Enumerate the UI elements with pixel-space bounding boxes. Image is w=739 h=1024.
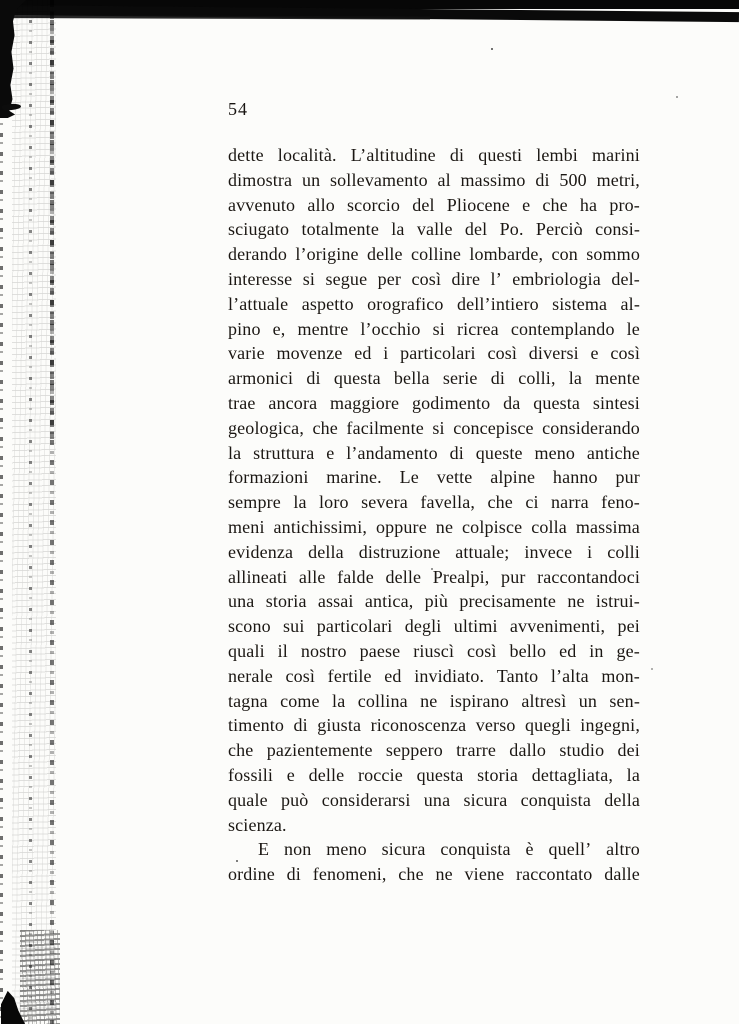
word: nostro <box>300 640 347 661</box>
word: una <box>228 591 255 612</box>
word: la <box>293 492 307 513</box>
word: delle <box>308 764 345 785</box>
word: bella <box>393 368 430 389</box>
text-line <box>228 267 640 292</box>
word: dimostra <box>228 169 293 190</box>
text-line <box>228 217 640 242</box>
paragraph <box>228 837 640 887</box>
word: che <box>398 864 424 885</box>
word: le <box>626 318 640 339</box>
word: considerando <box>542 417 640 438</box>
text-block <box>228 143 640 887</box>
word: di <box>449 145 465 165</box>
word: 500 <box>559 169 587 190</box>
word: assai <box>317 591 354 612</box>
word: massimo <box>460 169 526 190</box>
word: così <box>610 343 640 364</box>
word: che <box>228 740 254 761</box>
word: raccontandoci <box>537 566 640 587</box>
word: ricrea <box>456 318 499 339</box>
word: E <box>258 839 270 860</box>
word: Prealpi, <box>432 566 490 587</box>
word: dell’intiero <box>456 293 539 314</box>
text-line <box>228 713 640 738</box>
word: riuscì <box>413 640 455 661</box>
word: così <box>466 640 497 661</box>
word: che <box>487 492 513 513</box>
word: questi <box>478 145 523 165</box>
word: per <box>377 268 402 289</box>
text-line <box>228 862 640 887</box>
word: sintesi <box>592 392 640 413</box>
word: particolari <box>400 343 476 364</box>
word: un <box>301 169 321 190</box>
word: riconoscenza <box>370 715 467 736</box>
word: colline <box>411 244 462 265</box>
word: contemplando <box>510 318 615 339</box>
word: avvenuto <box>228 194 296 215</box>
word: scono <box>228 616 271 637</box>
text-line <box>228 143 640 168</box>
word: del <box>412 194 435 215</box>
word: la <box>626 764 640 785</box>
text-line <box>228 565 640 590</box>
word: Pliocene <box>446 194 510 215</box>
word: hanno <box>552 467 598 488</box>
word: segue <box>325 268 368 289</box>
text-line <box>228 664 640 689</box>
word: colpisce <box>462 516 523 537</box>
text-line: scienza. <box>228 814 287 835</box>
word: l’andamento <box>346 442 438 463</box>
word: scorcio <box>347 194 401 215</box>
binding-speckle-artifact <box>20 930 60 1024</box>
text-line <box>228 837 640 862</box>
word: dettagliata, <box>531 764 613 785</box>
word: ne <box>435 864 453 885</box>
word: antiche <box>586 442 640 463</box>
word: ci <box>525 492 539 513</box>
word: sicura <box>381 839 426 860</box>
word: colli, <box>518 368 556 389</box>
text-line <box>228 763 640 788</box>
word: evidenza <box>228 541 294 562</box>
word: sollevamento <box>329 169 428 190</box>
word: fenomeni, <box>312 864 387 885</box>
word: quell’ <box>548 839 592 860</box>
word: ne <box>567 591 585 612</box>
word: ne <box>420 690 438 711</box>
word: l’occhio <box>360 318 421 339</box>
word: paese <box>359 640 401 661</box>
word: si <box>432 417 445 438</box>
text-line <box>228 441 640 466</box>
word: dei <box>617 740 640 761</box>
top-scan-line-artifact <box>0 15 430 20</box>
word: istrui- <box>595 591 640 612</box>
word: pino <box>228 318 261 339</box>
word: e <box>286 764 295 785</box>
word: ed <box>559 640 577 661</box>
word: delle <box>385 566 422 587</box>
word: trae <box>228 392 256 413</box>
word: invece <box>524 541 573 562</box>
word: dalle <box>604 864 640 885</box>
word: quegli <box>524 715 571 736</box>
word: di <box>490 368 506 389</box>
word: fossili <box>228 764 274 785</box>
word: lombarde, <box>469 244 544 265</box>
word: pur <box>615 467 640 488</box>
word: ultimi <box>453 616 498 637</box>
word: derando <box>228 244 288 265</box>
text-line <box>228 391 640 416</box>
word: pur <box>501 566 526 587</box>
word: località. <box>277 145 337 165</box>
word: questa <box>533 392 581 413</box>
word: meno <box>326 839 367 860</box>
word: quali <box>228 640 265 661</box>
word: ed <box>354 343 372 364</box>
word: massima <box>575 516 640 537</box>
word: sciugato <box>228 219 290 240</box>
text-line <box>228 788 640 813</box>
word: e <box>522 194 531 215</box>
word: l’attuale <box>228 293 289 314</box>
word: la <box>228 442 242 463</box>
word: ge- <box>616 640 640 661</box>
word: storia <box>265 591 307 612</box>
word: più <box>424 591 449 612</box>
word: delle <box>366 244 403 265</box>
word: può <box>281 789 309 810</box>
word: antichissimi, <box>273 516 367 537</box>
word: maggiore <box>330 392 400 413</box>
word: di <box>293 715 308 736</box>
word: viene <box>464 864 505 885</box>
word: Tanto <box>496 665 539 686</box>
word: e, <box>272 318 286 339</box>
word: la <box>332 690 346 711</box>
word: così <box>487 343 518 364</box>
word: Le <box>399 467 419 488</box>
text-line <box>228 540 640 565</box>
word: timento <box>228 715 285 736</box>
word: con <box>551 244 578 265</box>
word: verso <box>475 715 516 736</box>
word: diversi <box>528 343 579 364</box>
word: al- <box>620 293 640 314</box>
word: mente <box>595 368 640 389</box>
text-line <box>228 639 640 664</box>
binding-stripe-artifact <box>50 0 54 440</box>
word: ordine <box>228 864 275 885</box>
word: serie <box>442 368 478 389</box>
word: sen- <box>609 690 640 711</box>
word: il <box>277 640 288 661</box>
word: raccontato <box>516 864 593 885</box>
page-number: 54 <box>228 99 248 119</box>
word: da <box>503 392 521 413</box>
binding-stripe-artifact <box>29 20 32 1024</box>
text-line <box>228 416 640 441</box>
word: di <box>535 169 550 190</box>
word: in <box>589 640 604 661</box>
word: della <box>308 541 344 562</box>
word: attuale; <box>455 541 510 562</box>
word: questa <box>416 764 464 785</box>
word: è <box>525 839 534 860</box>
word: Po. <box>499 219 524 240</box>
word: al <box>437 169 451 190</box>
word: consi- <box>595 219 640 240</box>
word: un <box>578 690 598 711</box>
word: totalmente <box>301 219 379 240</box>
word: l’origine <box>295 244 359 265</box>
word: si <box>302 268 316 289</box>
word: ha <box>579 194 598 215</box>
word: così <box>411 268 442 289</box>
word: movenze <box>276 343 343 364</box>
word: marine. <box>326 467 382 488</box>
word: colla <box>531 516 567 537</box>
text-line <box>228 738 640 763</box>
word: falde <box>337 566 374 587</box>
word: roccie <box>358 764 403 785</box>
word: Perciò <box>535 219 583 240</box>
word: tagna <box>228 690 268 711</box>
word: nerale <box>228 665 273 686</box>
text-line <box>228 317 640 342</box>
word: vette <box>436 467 473 488</box>
word: embriologia <box>512 268 601 289</box>
word: pro- <box>609 194 640 215</box>
word: valle <box>416 219 453 240</box>
word: formazioni <box>228 467 309 488</box>
word: aspetto <box>301 293 354 314</box>
word: così <box>285 665 316 686</box>
word: si <box>432 318 445 339</box>
word: conquista <box>440 839 511 860</box>
word: lembi <box>536 145 578 165</box>
word: allineati <box>228 566 288 587</box>
word: e <box>590 343 599 364</box>
word: sempre <box>228 492 281 513</box>
word: invidiato. <box>414 665 485 686</box>
page-edge-artifact <box>0 0 3 1024</box>
word: dallo <box>509 740 547 761</box>
text-line <box>228 689 640 714</box>
word: l’alta <box>550 665 589 686</box>
text-line <box>228 490 640 515</box>
word: i <box>383 343 389 364</box>
text-line <box>228 242 640 267</box>
word: feno- <box>601 492 640 513</box>
word: ispirano <box>449 690 509 711</box>
text-line <box>228 341 640 366</box>
word: sistema <box>552 293 608 314</box>
word: ne <box>435 516 454 537</box>
word: la <box>568 368 583 389</box>
word: meno <box>534 442 576 463</box>
word: ed <box>384 665 402 686</box>
word: sicura <box>463 789 508 810</box>
word: interesse <box>228 268 293 289</box>
word: oppure <box>375 516 427 537</box>
text-line <box>228 515 640 540</box>
text-line <box>228 589 640 614</box>
word: meni <box>228 516 265 537</box>
word: distruzione <box>358 541 441 562</box>
text-line <box>228 292 640 317</box>
word: del- <box>611 268 640 289</box>
word: i <box>587 541 593 562</box>
word: questa <box>333 368 381 389</box>
word: fertile <box>327 665 372 686</box>
text-line <box>228 168 640 193</box>
dust-speck-artifact <box>491 48 493 50</box>
word: studio <box>559 740 605 761</box>
word: ingegni, <box>580 715 640 736</box>
word: trarre <box>456 740 497 761</box>
word: varie <box>228 343 265 364</box>
word: marini <box>592 145 640 165</box>
word: giusta <box>317 715 362 736</box>
word: dette <box>228 145 264 165</box>
word: L’altitudine <box>350 145 436 165</box>
word: seppero <box>385 740 443 761</box>
word: precisamente <box>459 591 557 612</box>
word: orografico <box>367 293 444 314</box>
word: mentre <box>297 318 349 339</box>
word: come <box>280 690 320 711</box>
word: avvenimenti, <box>509 616 606 637</box>
word: geologica, <box>228 417 304 438</box>
word: altro <box>606 839 640 860</box>
word: sommo <box>586 244 640 265</box>
word: alle <box>298 566 326 587</box>
word: mon- <box>601 665 640 686</box>
word: altresì <box>521 690 567 711</box>
word: severa <box>361 492 408 513</box>
word: conquista <box>520 789 591 810</box>
word: ancora <box>268 392 318 413</box>
text-line <box>228 193 640 218</box>
word: particolari <box>316 616 393 637</box>
word: di <box>449 442 464 463</box>
word: del <box>464 219 488 240</box>
word: della <box>604 789 640 810</box>
word: di <box>306 368 321 389</box>
word: pei <box>617 616 640 637</box>
word: collina <box>357 690 408 711</box>
word: colli <box>607 541 640 562</box>
word: quale <box>228 789 268 810</box>
word: metri, <box>596 169 640 190</box>
word: godimento <box>411 392 491 413</box>
word: la <box>391 219 405 240</box>
word: una <box>423 789 451 810</box>
word: concepisce <box>453 417 534 438</box>
word: facilmente <box>346 417 424 438</box>
word: antica, <box>364 591 414 612</box>
word: e <box>326 442 335 463</box>
word: degli <box>404 616 442 637</box>
word: di <box>286 864 301 885</box>
word: che <box>542 194 568 215</box>
word: queste <box>475 442 523 463</box>
word: sui <box>283 616 305 637</box>
word: storia <box>477 764 519 785</box>
word: loro <box>319 492 349 513</box>
paragraph <box>228 143 640 837</box>
word: armonici <box>228 368 294 389</box>
text-line <box>228 465 640 490</box>
word: che <box>312 417 338 438</box>
word: pazientemente <box>266 740 373 761</box>
word: favella, <box>420 492 476 513</box>
text-line <box>228 614 640 639</box>
word: dire <box>451 268 481 289</box>
word: allo <box>307 194 335 215</box>
word: narra <box>551 492 589 513</box>
word: struttura <box>253 442 315 463</box>
word: considerarsi <box>321 789 411 810</box>
word: alpine <box>490 467 536 488</box>
text-line <box>228 366 640 391</box>
word: non <box>283 839 312 860</box>
word: bello <box>509 640 547 661</box>
word: l’ <box>490 268 502 289</box>
